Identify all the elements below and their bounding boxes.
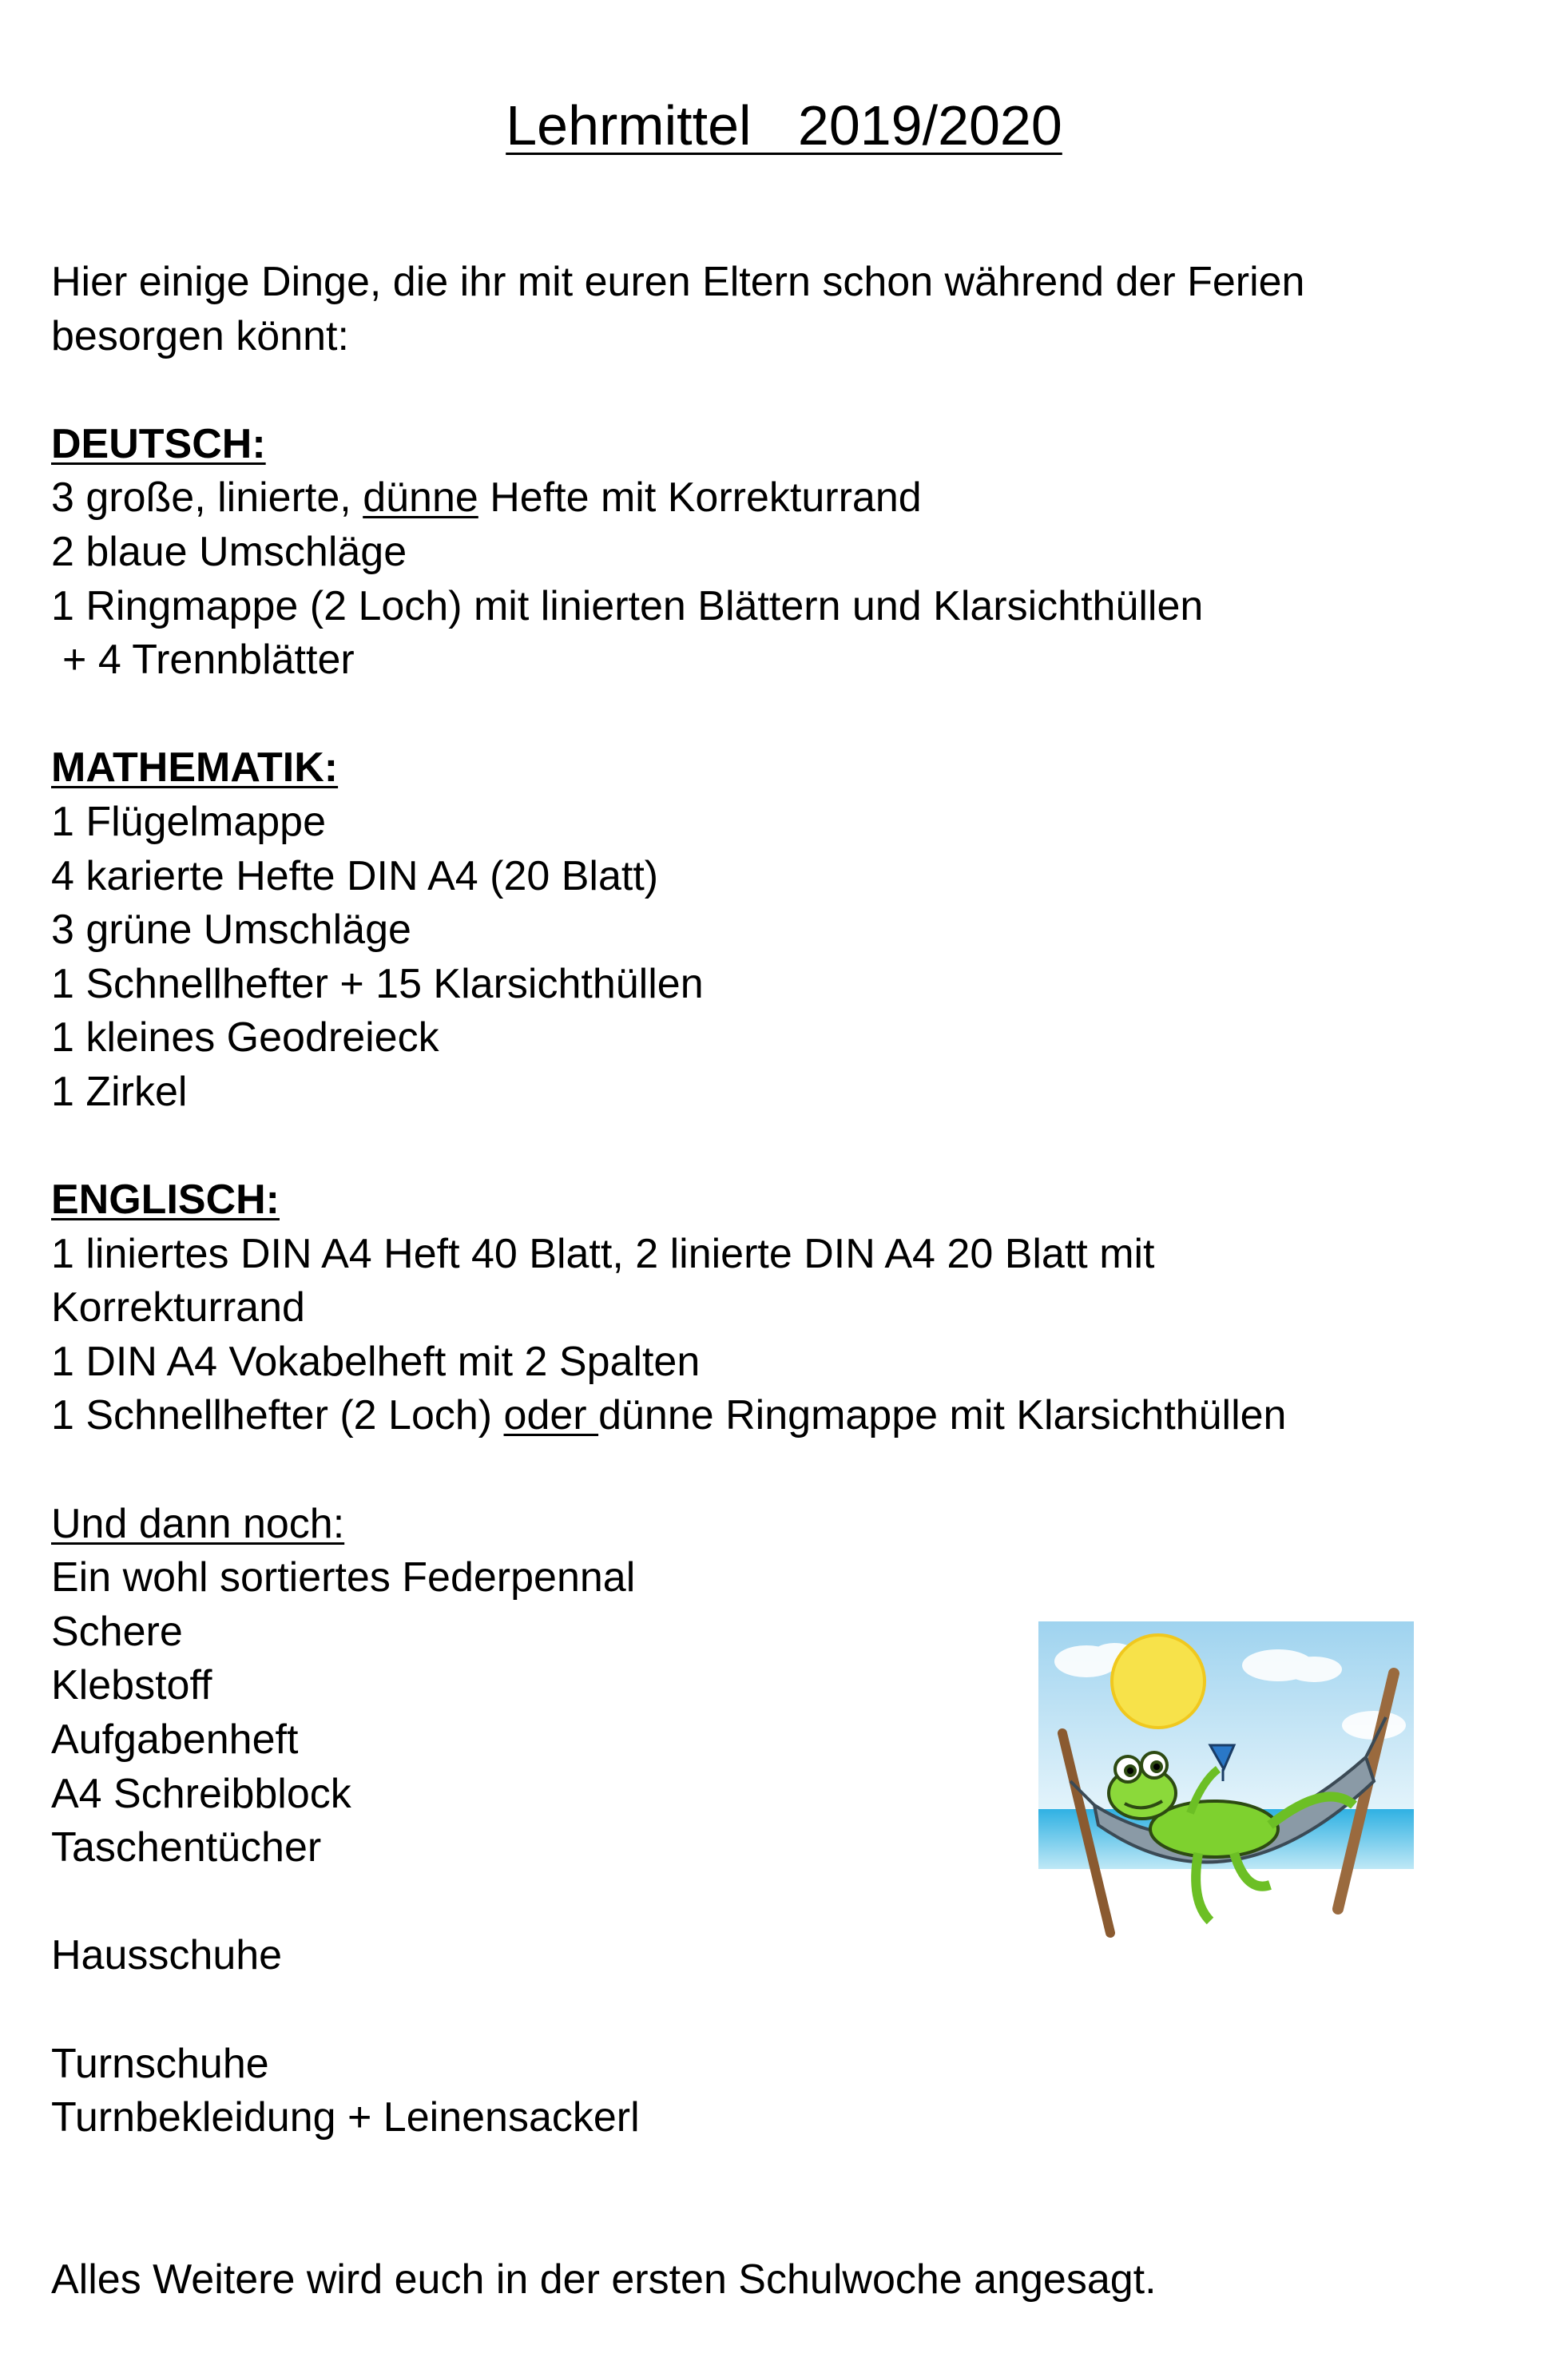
list-item: Turnschuhe — [51, 2040, 269, 2087]
list-item-text: Hefte mit Korrekturrand — [478, 474, 922, 522]
emphasis-underlined: dünne — [363, 474, 478, 522]
list-item-text: dünne Ringmappe mit Klarsichthüllen — [598, 1392, 1287, 1439]
list-item: 1 kleines Geodreieck — [51, 1014, 439, 1062]
intro-line-2: besorgen könnt: — [51, 312, 349, 359]
spacer — [51, 688, 1529, 742]
list-item-continuation: Korrekturrand — [51, 1284, 305, 1331]
list-item: Hausschuhe — [51, 1932, 283, 1979]
list-item: Turnbekleidung + Leinensackerl — [51, 2094, 640, 2141]
list-item-text: 1 Schnellhefter (2 Loch) — [51, 1392, 504, 1439]
list-item: 2 blaue Umschläge — [51, 528, 407, 575]
list-item — [51, 471, 1529, 526]
section-deutsch — [51, 418, 1529, 688]
list-item: Ein wohl sortiertes Federpennal — [51, 1554, 636, 1601]
spacer — [51, 2145, 1529, 2253]
list-item: 1 Ringmappe (2 Loch) mit linierten Blättern und Klarsichthüllen — [51, 582, 1204, 629]
list-item: 1 Flügelmappe — [51, 798, 326, 845]
list-item: 1 DIN A4 Vokabelheft mit 2 Spalten — [51, 1338, 701, 1385]
spacer — [51, 1983, 1529, 2038]
frog-hammock-illustration — [1038, 1621, 1414, 1941]
section-englisch — [51, 1173, 1529, 1443]
list-item: Schere — [51, 1608, 183, 1655]
spacer — [51, 1120, 1529, 1174]
section-heading-mathematik: MATHEMATIK: — [51, 744, 339, 792]
section-heading-englisch: ENGLISCH: — [51, 1177, 280, 1224]
spacer — [51, 1443, 1529, 1498]
list-item: Taschentücher — [51, 1824, 322, 1871]
list-item-text: 3 große, linierte, — [51, 474, 363, 522]
list-item: 1 liniertes DIN A4 Heft 40 Blatt, 2 linierte DIN A4 20 Blatt mit — [51, 1230, 1155, 1277]
sun-icon — [1112, 1635, 1205, 1728]
list-item: 4 karierte Hefte DIN A4 (20 Blatt) — [51, 852, 659, 899]
list-item: 1 Schnellhefter + 15 Klarsichthüllen — [51, 960, 704, 1007]
emphasis-underlined: oder — [503, 1392, 599, 1439]
list-item: Klebstoff — [51, 1662, 212, 1709]
section-mathematik — [51, 741, 1529, 1119]
list-item: 3 grüne Umschläge — [51, 907, 411, 954]
list-item: + 4 Trennblätter — [62, 637, 355, 684]
page-title: Lehrmittel 2019/2020 — [506, 94, 1062, 157]
section-heading-sonstiges: Und dann noch: — [51, 1500, 345, 1547]
intro-line-1: Hier einige Dinge, die ihr mit euren Eltern schon während der Ferien — [51, 259, 1305, 305]
list-item: 1 Zirkel — [51, 1068, 188, 1115]
section-heading-deutsch: DEUTSCH: — [51, 420, 266, 467]
spacer — [51, 363, 1529, 418]
closing-note: Alles Weitere wird euch in der ersten Schulwoche angesagt. — [51, 2256, 1157, 2303]
document-body — [51, 256, 1529, 2308]
list-item: A4 Schreibblock — [51, 1770, 351, 1817]
list-item: Aufgabenheft — [51, 1716, 299, 1764]
list-item — [51, 1389, 1529, 1443]
